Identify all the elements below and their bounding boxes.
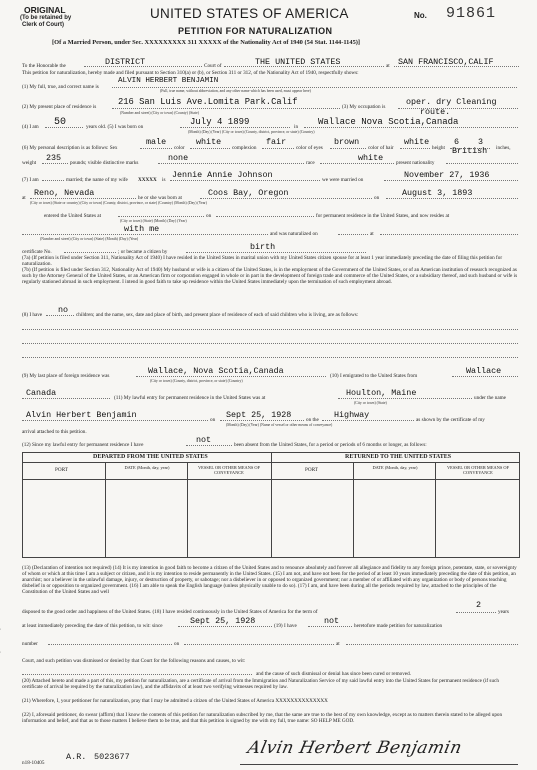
margin-form-note bbox=[0, 628, 1, 677]
years-resided-value: 2 bbox=[476, 600, 482, 610]
form-title: UNITED STATES OF AMERICA bbox=[150, 6, 349, 21]
col-port-2: PORT bbox=[305, 467, 318, 473]
emigrated-from-value: Wallace bbox=[466, 366, 502, 376]
absence-label: (12) Since my lawful entry for permanent residence I have bbox=[22, 442, 144, 448]
hair-value: white bbox=[404, 137, 430, 147]
spouse-birth-date-value: August 3, 1893 bbox=[402, 188, 473, 198]
form-subtitle: PETITION FOR NATURALIZATION bbox=[178, 26, 333, 36]
court-type-value: DISTRICT bbox=[105, 57, 146, 67]
marriage-place-value: Reno, Nevada bbox=[34, 188, 95, 198]
retained-note-1: (To be retained by bbox=[20, 15, 72, 21]
complexion-value: fair bbox=[266, 137, 287, 147]
as-shown-label: as shown by the certificate of my bbox=[416, 417, 485, 423]
at-label: at bbox=[22, 195, 26, 201]
color-label: color bbox=[174, 145, 185, 151]
vessel-value: Highway bbox=[334, 410, 370, 420]
residence-label: (2) My present place of residence is bbox=[22, 104, 97, 110]
petitioner-signature: Alvin Herbert Benjamin bbox=[245, 738, 464, 758]
years-word: years bbox=[498, 609, 509, 615]
marriage-caption: (City or town) (State or country) (City or town) (County, district, province, or state) (Country) (Month) (Day) (Year) bbox=[30, 201, 207, 205]
col-port-1: PORT bbox=[55, 467, 68, 473]
race-value: white bbox=[358, 153, 384, 163]
court-of-label: Court of bbox=[204, 63, 222, 69]
marriage-date-value: November 27, 1936 bbox=[404, 170, 490, 180]
height-inches-value: 3 bbox=[478, 137, 484, 147]
nationality-value: British bbox=[452, 146, 488, 156]
certificate-label: certificate No. bbox=[22, 249, 52, 255]
spouse-on-label: on bbox=[374, 195, 380, 201]
cause-cured-label: and the cause of such dismissal or denial has since been cured or removed. bbox=[256, 671, 411, 677]
age-suffix: years old. (5) I was born on bbox=[86, 124, 144, 130]
emigrated-country-value: Canada bbox=[26, 388, 57, 398]
name-caption: (Full, true name, without abbreviation, and any other name which has been used, must appear here) bbox=[160, 89, 311, 93]
pounds-label: pounds; visible distinctive marks bbox=[70, 160, 139, 166]
height-label: height bbox=[432, 145, 445, 151]
entered-on-label: on bbox=[206, 213, 212, 219]
eyes-label: color of eyes bbox=[296, 145, 323, 151]
full-name-value: ALVIN HERBERT BENJAMIN bbox=[118, 77, 219, 85]
dismissal-reason-label: Court, and such petition was dismissed or denied by that Court for the following reasons and causes, to wit: bbox=[22, 658, 246, 664]
arrival-label: arrival attached to this petition. bbox=[22, 429, 87, 435]
court-place-value: SAN FRANCISCO,CALIF bbox=[398, 57, 494, 67]
petition-intro-line: This petition for naturalization, hereby made and filed pursuant to Section 310(a) or (b), or Section 311 or 312, of the Nationality Act of 1940, respectfully shows: bbox=[22, 70, 359, 76]
eyes-value: brown bbox=[334, 137, 360, 147]
wherefore-para: (21) Wherefore, I, your petitioner for naturalization, pray that I may be admitted a citizen of the United States of America XXXXXXXXXXXXXX bbox=[22, 698, 328, 704]
prior-at-label: at bbox=[336, 641, 340, 647]
col-vessel-1: VESSEL OR OTHER MEANS OF CONVEYANCE bbox=[197, 465, 261, 475]
entered-label: entered the United States at bbox=[44, 213, 102, 219]
age-prefix: (4) I am bbox=[22, 124, 39, 130]
weight-value: 235 bbox=[46, 153, 62, 163]
court-at-label: at bbox=[386, 63, 390, 69]
para-7a: (7a) (If petition is filed under Section 311, Nationality Act of 1940) I have resided in the United States in marital union with my United States citizen spouse for at least 1 year immediately preceding the date of filing this petition for naturalization. bbox=[22, 255, 503, 267]
returned-header: RETURNED TO THE UNITED STATES bbox=[345, 454, 452, 460]
absence-rest: been absent from the United States, for a period or periods of 6 months or longer, as follows: bbox=[234, 442, 427, 448]
entry-date-value: Sept 25, 1928 bbox=[226, 410, 292, 420]
birth-place-value: Wallace Nova Scotia,Canada bbox=[318, 117, 459, 127]
name-label: (1) My full, true, and correct name is bbox=[22, 84, 99, 90]
married-label: married; the name of my wife bbox=[66, 177, 128, 183]
age-value: 50 bbox=[54, 117, 67, 128]
citizen-by-value: birth bbox=[250, 242, 276, 252]
hair-label: color of hair bbox=[368, 145, 394, 151]
inches-label: inches, bbox=[496, 145, 511, 151]
col-date-1: DATE (Month, day, year) bbox=[124, 465, 170, 470]
birth-caption: (Month) (Day) (Year) (City or town) (County, district, province, or state) (Country) bbox=[188, 130, 315, 134]
married-prefix: (7) I am bbox=[22, 177, 39, 183]
retained-note-2: Clerk of Court) bbox=[22, 22, 64, 28]
resides-caption: (Number and street) (City or town) (State) (Month) (Day) (Year) bbox=[40, 237, 139, 241]
original-label: ORIGINAL bbox=[24, 5, 66, 15]
husband-struck-label: XXXXX bbox=[138, 177, 157, 183]
birth-date-value: July 4 1899 bbox=[190, 117, 250, 127]
entry-on-label: on bbox=[210, 417, 216, 423]
naturalized-at-label: at bbox=[370, 231, 374, 237]
foreign-residence-value: Wallace, Nova Scotia,Canada bbox=[148, 366, 284, 376]
entered-caption: (City or town) (State) (Month) (Day) (Year) bbox=[120, 219, 187, 223]
prior-on-label: on bbox=[174, 641, 180, 647]
nationality-label: present nationality bbox=[396, 160, 435, 166]
occupation-value-2: route. bbox=[420, 107, 451, 117]
birth-in-label: in bbox=[294, 124, 299, 130]
oath-para: (22) I, aforesaid petitioner, do swear (affirm) that I know the contents of this petition for naturalization subscribed by me, that the same are true to the best of my own knowledge, except as to matters therein stated to be alleged upon information and belief, and that as to those matters I believe them to be true, and that this petition is signed by me with my full, true name: SO HELP ME GOD. bbox=[22, 712, 503, 724]
marks-value: none bbox=[168, 153, 189, 163]
attachments-para: (20) Attached hereto and made a part of this, my petition for naturalization, are a certificate of arrival from the Immigration and Naturalization Service of my said lawful entry into the United States for permanent residence (if such certificate of arrival be required by the naturalization law), and the affidavits of at least two verifying witnesses required by law. bbox=[22, 678, 499, 690]
statute-line: [Of a Married Person, under Sec. XXXXXXXXX 311 XXXXX of the Nationality Act of 1940 (54 Stat. 1144-1145)] bbox=[52, 39, 361, 46]
children-value: no bbox=[58, 305, 69, 315]
col-vessel-2: VESSEL OR OTHER MEANS OF CONVEYANCE bbox=[446, 465, 510, 475]
col-date-2: DATE (Month, day, year) bbox=[372, 465, 418, 470]
foreign-residence-label: (9) My last place of foreign residence was bbox=[22, 373, 110, 379]
is-label: is bbox=[162, 177, 166, 183]
prior-petition-value: not bbox=[324, 616, 340, 626]
declarations-para: (13) (Declaration of intention not required) (14) It is my intention in good faith to become a citizen of the United States and to renounce absolutely and forever all allegiance and fidelity to any foreign prince, potentate, state, or sovereignty of whom or which at this time I am a subject or citizen, and it is my intention to reside permanently in the United States. (15) I am not, and have not been for the period of at least 10 years immediately preceding the date of this petition, an anarchist; nor a believer in the unlawful damage, injury, or destruction of property, or sabotage; nor a disbeliever in or opposed to organized government; nor a member of or affiliated with any organization or body of persons teaching disbelief in or opposition to organized government. (16) I am able to speak the English language (unless physically unable to do so). (17) I am, and have been during all the periods required by law, attached to the principles of the Constitution of the United States and well bbox=[22, 565, 517, 595]
children-label: (8) I have bbox=[22, 312, 43, 318]
were-married-label: we were married on bbox=[322, 177, 364, 183]
petition-number: 91861 bbox=[446, 5, 497, 22]
absence-table bbox=[22, 452, 520, 558]
since-label: at least immediately preceding the date of this petition, to wit: since bbox=[22, 623, 163, 629]
children-rest: children; and the name, sex, date and place of birth, and present place of residence of each of said children who is living, are as follows: bbox=[76, 312, 359, 318]
para-7b: (7b) (If petition is filed under Section 312, Nationality Act of 1940) My husband or wife is a citizen of the United States, is in the employment of the Government of the United States, or of an American institution of research recognized as such by the Attorney General of the United States, or an American firm or corporation engaged in whole or in part in the development of foreign trade and commerce of the United States, or a subsidiary thereof, and such husband or wife is regularly stationed abroad in such employment. I intend in good faith to take up residence within the United States immediately upon the termination of such employment abroad. bbox=[22, 267, 518, 285]
residence-caption: (Number and street) (City or town) (County) (State) bbox=[120, 111, 199, 115]
since-date-value: Sept 25, 1928 bbox=[190, 616, 256, 626]
court-name-value: THE UNITED STATES bbox=[255, 57, 341, 67]
born-at-label: he or she was born at bbox=[138, 195, 182, 201]
emigrated-label: (10) I emigrated to the United States from bbox=[330, 373, 418, 379]
lawful-entry-label: (11) My lawful entry for permanent residence in the United States was at bbox=[114, 395, 266, 401]
description-label: (6) My personal description is as follows: Sex bbox=[22, 145, 118, 151]
occupation-label: (3) My occupation is bbox=[342, 104, 386, 110]
race-label: race bbox=[306, 160, 315, 166]
prior-number-label: number bbox=[22, 641, 38, 647]
spouse-name-value: Jennie Annie Johnson bbox=[172, 170, 273, 180]
under-name-label: under the name bbox=[474, 395, 506, 401]
complexion-label: complexion bbox=[232, 145, 257, 151]
prior-petition-label: (19) I have bbox=[274, 623, 297, 629]
occupation-value: oper. dry Cleaning bbox=[406, 97, 497, 107]
spouse-birthplace-value: Coos Bay, Oregon bbox=[208, 188, 289, 198]
color-value: white bbox=[196, 137, 222, 147]
ar-label: A.R. bbox=[66, 752, 87, 762]
prior-petition-rest: heretofore made petition for naturalization bbox=[354, 623, 443, 629]
absence-value: not bbox=[196, 435, 212, 445]
height-feet-value: 6 bbox=[454, 137, 460, 147]
foreign-residence-caption: (City or town) (County, district, province, or state) (Country) bbox=[150, 379, 243, 383]
continuous-residence-label: disposed to the good order and happiness of the United States. (18) I have resided continuously in the United States of America for the term of bbox=[22, 609, 318, 615]
citizen-by-label: ; or became a citizen by bbox=[118, 249, 168, 255]
number-label: No. bbox=[414, 11, 427, 20]
residence-value: 216 San Luis Ave.Lomita Park.Calif bbox=[118, 97, 298, 107]
form-number: n18-10405 bbox=[22, 760, 45, 766]
on-the-label: on the bbox=[306, 417, 319, 423]
entry-place-caption: (City or town) (State) bbox=[354, 401, 387, 405]
to-honorable-label: To the Honorable the bbox=[22, 63, 66, 69]
entry-name-value: Alvin Herbert Benjamin bbox=[26, 410, 137, 420]
departed-header: DEPARTED FROM THE UNITED STATES bbox=[93, 454, 208, 460]
sex-value: male bbox=[146, 137, 167, 147]
ar-number: 5023677 bbox=[94, 752, 130, 762]
weight-label: weight bbox=[22, 160, 37, 166]
entry-caption: (Month) (Day) (Year) (Name of vessel or other means of conveyance) bbox=[226, 423, 333, 427]
spouse-resides-value: with me bbox=[124, 224, 160, 234]
permanent-residence-label: for permanent residence in the United States, and now resides at bbox=[316, 213, 450, 219]
naturalized-label: and was naturalized on bbox=[270, 231, 318, 237]
entry-place-value: Houlton, Maine bbox=[346, 388, 417, 398]
